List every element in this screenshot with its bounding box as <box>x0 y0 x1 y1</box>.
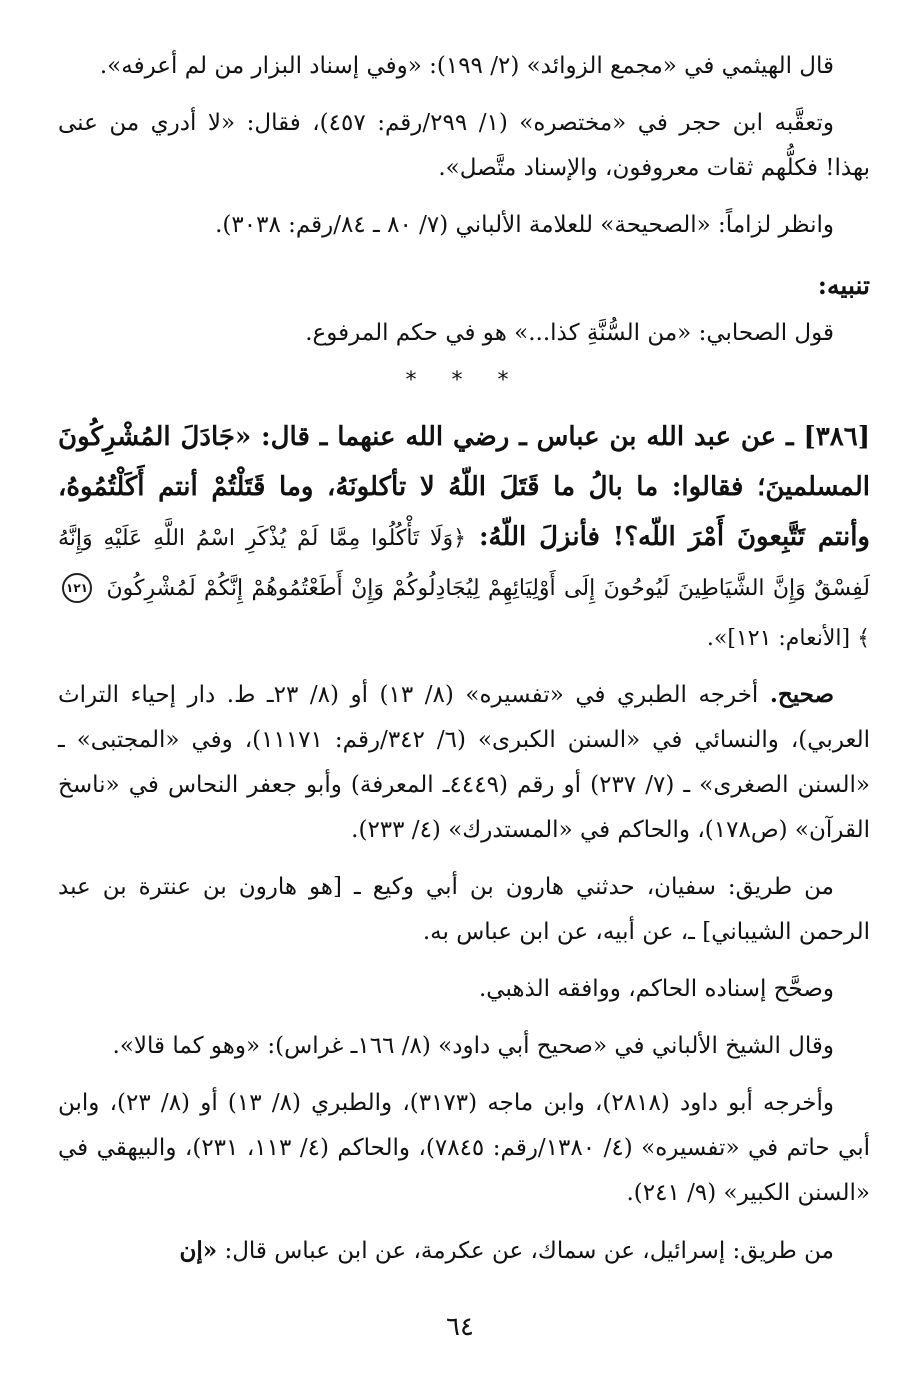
paragraph-haythami: قال الهيثمي في «مجمع الزوائد» (٢/ ١٩٩): «وفي إسناد البزار من لم أعرفه». <box>99 53 834 79</box>
albani-quote-paragraph: وقال الشيخ الألباني في «صحيح أبي داود» (٨/ ١٦٦ـ غراس): «وهو كما قالا». <box>112 1033 834 1059</box>
section-separator: * * * <box>405 368 523 393</box>
last-chain-bold: «إن <box>179 1237 218 1264</box>
takhrij-paragraph <box>58 672 870 853</box>
hadith-grade: صحيح. <box>769 681 835 708</box>
quran-verse: ﴿وَلَا تَأْكُلُوا مِمَّا لَمْ يُذْكَرِ اسْمُ اللَّهِ عَلَيْهِ وَإِنَّهُ لَفِسْقٌ وَإِنَّ الشَّيَاطِينَ لَيُوحُونَ إِلَى أَوْلِيَائِهِمْ لِيُجَادِلُوكُمْ وَإِنْ أَطَعْتُمُوهُمْ إِنَّكُمْ لَمُشْرِكُونَ <box>58 526 870 601</box>
paragraph-albani-ref: وانظر لزاماً: «الصحيحة» للعلامة الألباني (٧/ ٨٠ ـ ٨٤/رقم: ٣٠٣٨). <box>215 212 834 238</box>
hadith-text <box>58 412 870 662</box>
chain-paragraph: من طريق: سفيان، حدثني هارون بن أبي وكيع ـ [هو هارون بن عنترة بن عبد الرحمن الشيباني] ـ، عن أبيه، عن ابن عباس به. <box>58 874 870 945</box>
verse-reference: ﴾ [الأنعام: ١٢١]». <box>706 626 870 651</box>
authentication-paragraph: وصحَّح إسناده الحاكم، ووافقه الذهبي. <box>479 976 834 1002</box>
last-chain-text: من طريق: إسرائيل، عن سماك، عن عكرمة، عن ابن عباس قال: <box>217 1238 834 1264</box>
page-number: ٦٤ <box>446 1312 474 1342</box>
note-title: تنبيه: <box>817 271 870 300</box>
last-chain-paragraph <box>58 1228 870 1274</box>
second-takhrij-paragraph: وأخرجه أبو داود (٢٨١٨)، وابن ماجه (٣١٧٣)، والطبري (٨/ ١٣) أو (٨/ ٢٣)، وابن أبي حاتم في «تفسيره» (٤/ ١٣٨٠/رقم: ٧٨٤٥)، والحاكم (٤/ ١١٣، ٢٣١)، والبيهقي في «السنن الكبير» (٩/ ٢٤١). <box>58 1090 871 1206</box>
paragraph-ibn-hajar: وتعقَّبه ابن حجر في «مختصره» (١/ ٢٩٩/رقم: ٤٥٧)، فقال: «لا أدري من عنى بهذا! فكلُّهم ثقات معروفون، والإسناد متَّصل». <box>58 110 870 181</box>
verse-number-marker: ١٢١ <box>62 573 92 603</box>
takhrij-text: أخرجه الطبري في «تفسيره» (٨/ ١٣) أو (٨/ ٢٣ـ ط. دار إحياء التراث العربي)، والنسائي في «السنن الكبرى» (٦/ ٣٤٢/رقم: ١١١٧١)، وفي «المجتبى» ـ «السنن الصغرى» ـ (٧/ ٢٣٧) أو رقم (٤٤٤٩ـ المعرفة) وأبو جعفر النحاس في «ناسخ القرآن» (ص١٧٨)، والحاكم في «المستدرك» (٤/ ٢٣٣). <box>58 682 871 843</box>
book-page <box>58 44 870 1286</box>
hadith-body: [٣٨٦] ـ عن عبد الله بن عباس ـ رضي الله عنهما ـ قال: «جَادَلَ المُشْرِكُونَ المسلمينَ؛ فقالوا: ما بالُ ما قَتَلَ اللّهُ لا تأكلونَهُ، وما قَتَلْتُمْ أنتم أَكَلْتُمُوهُ، وأنتم تَتَّبِعونَ أَمْرَ اللّه؟! فأنزلَ اللّهُ: <box>58 422 870 552</box>
note-text: قول الصحابي: «من السُّنَّةِ كذا...» هو في حكم المرفوع. <box>305 320 834 346</box>
